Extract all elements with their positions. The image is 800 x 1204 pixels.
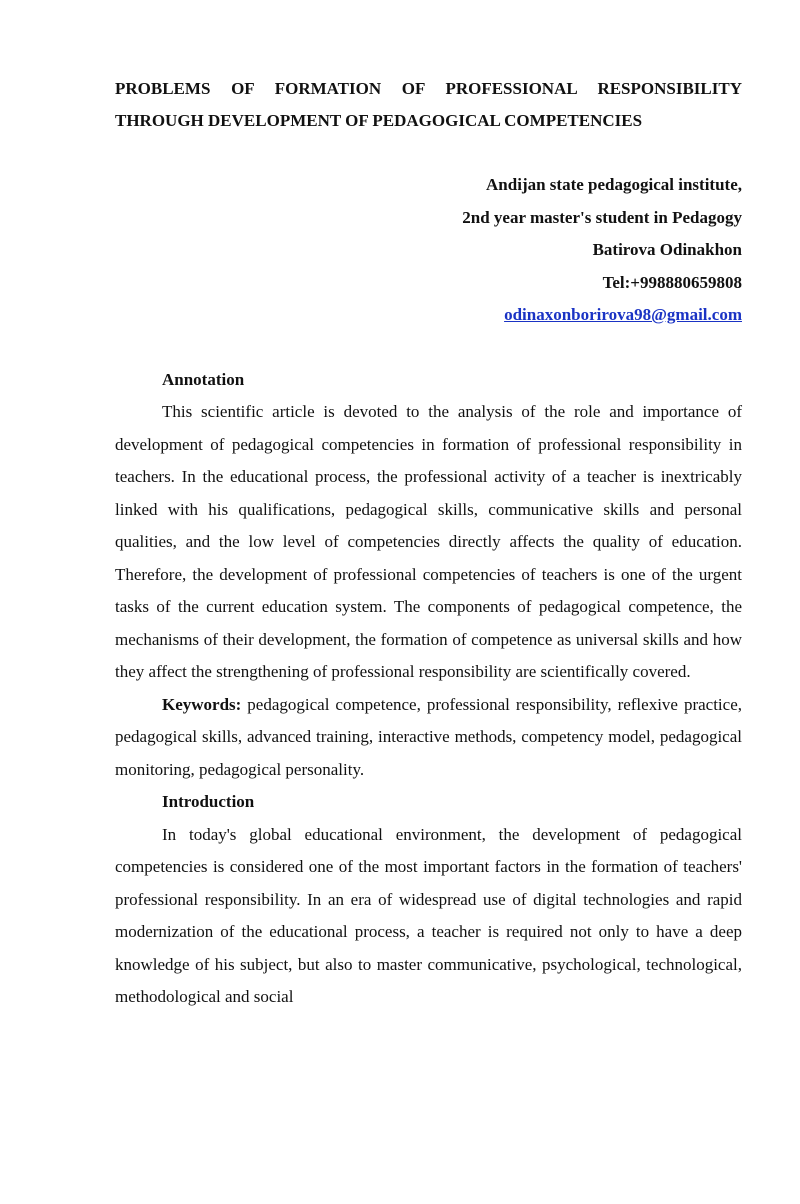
introduction-text: In today's global educational environment, the development of pedagogical competencies is considered one of the most important factors in the formation of teachers' professional responsibility. In an era of widespread use of digital technologies and rapid modernization of the educational process, a teacher is required not only to have a deep knowledge of his subject, but also to master communicative, psychological, technological, methodological and social xyxy=(115,824,742,1006)
paper-title-line-2: THROUGH DEVELOPMENT OF PEDAGOGICAL COMPETENCIES xyxy=(115,111,643,130)
introduction-heading: Introduction xyxy=(162,792,255,811)
author-institution: Andijan state pedagogical institute, xyxy=(486,175,742,194)
author-email-link[interactable]: odinaxonborirova98@gmail.com xyxy=(504,305,742,324)
author-name: Batirova Odinakhon xyxy=(592,240,742,259)
annotation-text: This scientific article is devoted to the analysis of the role and importance of development of pedagogical competencies in formation of professional responsibility in teachers. In the educational process, the professional activity of a teacher is inextricably linked with his qualifications, pedagogical skills, communicative skills and personal qualities, and the low level of competencies directly affects the quality of education. Therefore, the development of professional competencies of teachers is one of the urgent tasks of the current education system. The components of pedagogical competence, the mechanisms of their development, the formation of competence as universal skills and how they affect the strengthening of professional responsibility are scientifically covered. xyxy=(115,402,742,681)
keywords-paragraph xyxy=(115,689,742,787)
keywords-text: pedagogical competence, professional responsibility, reflexive practice, pedagogical skills, advanced training, interactive methods, competency model, pedagogical monitoring, pedagogical personality. xyxy=(115,694,742,779)
paper-page xyxy=(0,73,800,1204)
annotation-heading: Annotation xyxy=(162,369,245,389)
paper-title xyxy=(115,73,742,137)
keywords-label: Keywords: xyxy=(162,694,242,714)
author-phone: Tel:+998880659808 xyxy=(602,272,742,292)
paper-title-line-1: PROBLEMS OF FORMATION OF PROFESSIONAL RESPONSIBILITY xyxy=(115,79,742,98)
author-block xyxy=(115,169,742,332)
author-position: 2nd year master's student in Pedagogy xyxy=(462,207,742,227)
